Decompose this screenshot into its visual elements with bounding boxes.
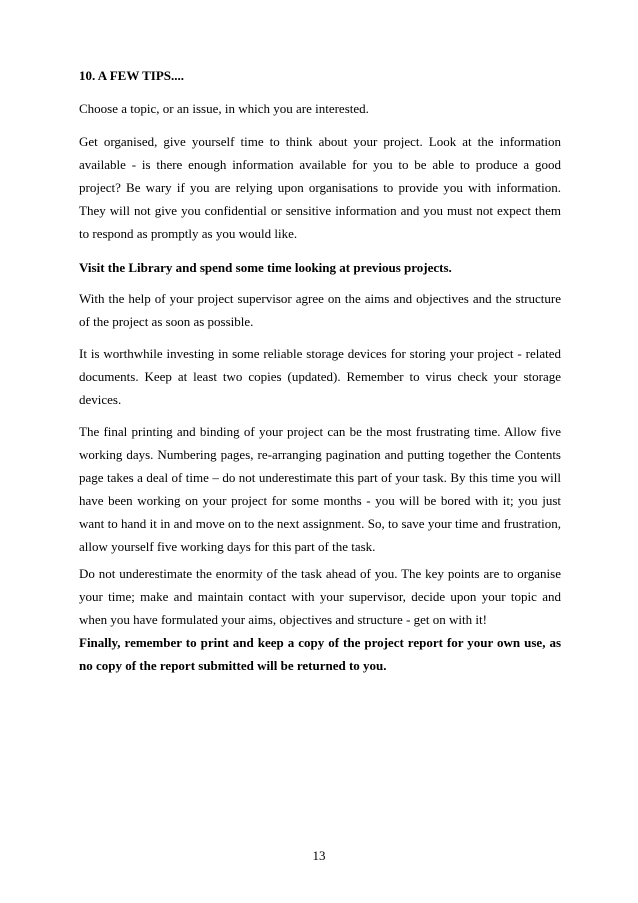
tip-printing-binding: The final printing and binding of your project can be the most frustrating time. Allow five working days. Numbering pages, re-arranging pagination and putting together the Contents page takes a deal of time – do not underestimate this part of your task. By this time you will have been working on your project for some months - you will be bored with it; you just want to hand it in and move on to the next assignment. So, to save your time and frustration, allow yourself five working days for this part of the task. — [79, 424, 561, 554]
section-heading: 10. A FEW TIPS.... — [79, 68, 184, 83]
tip-visit-library: Visit the Library and spend some time looking at previous projects. — [79, 260, 452, 275]
tip-keep-copy: Finally, remember to print and keep a copy of the project report for your own use, as no copy of the report submitted will be returned to you. — [79, 635, 561, 673]
tip-project-supervisor: With the help of your project supervisor agree on the aims and objectives and the structure of the project as soon as possible. — [79, 291, 561, 329]
tip-get-organised: Get organised, give yourself time to think about your project. Look at the information available - is there enough information available for you to be able to produce a good project? Be wary if you are relying upon organisations to provide you with information. They will not give you confidential or sensitive information and you must not expect them to respond as promptly as you would like. — [79, 134, 561, 241]
page-number: 13 — [312, 848, 326, 863]
tip-storage-devices: It is worthwhile investing in some reliable storage devices for storing your project - related documents. Keep at least two copies (updated). Remember to virus check your storage devices. — [79, 346, 561, 407]
tip-choose-topic: Choose a topic, or an issue, in which you are interested. — [79, 101, 369, 116]
tip-do-not-underestimate: Do not underestimate the enormity of the task ahead of you. The key points are to organise your time; make and maintain contact with your supervisor, decide upon your topic and when you have formulated your aims, objectives and structure - get on with it! — [79, 566, 561, 627]
